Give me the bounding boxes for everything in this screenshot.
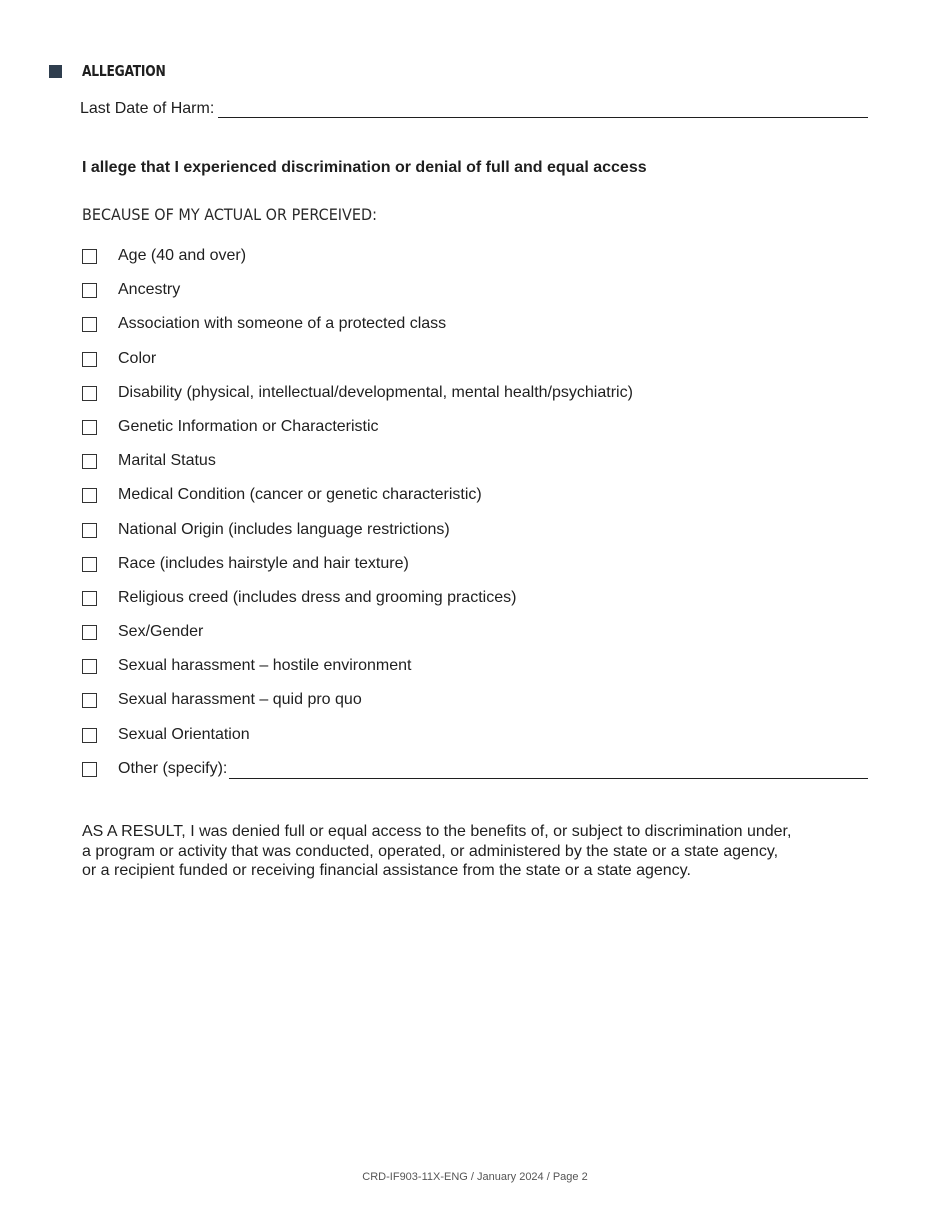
checkbox[interactable]: [82, 728, 97, 743]
option-medical-condition[interactable]: [82, 485, 868, 519]
result-paragraph: [82, 822, 842, 881]
last-date-of-harm-field[interactable]: [218, 101, 868, 118]
option-label: Age (40 and over): [118, 247, 247, 264]
last-date-of-harm-row: [80, 100, 868, 118]
checkbox[interactable]: [82, 659, 97, 674]
option-religious-creed[interactable]: [82, 588, 868, 622]
option-sexual-orientation[interactable]: [82, 725, 868, 759]
result-line: AS A RESULT, I was denied full or equal access to the benefits of, or subject to discrimination under,: [82, 823, 792, 840]
option-label: Marital Status: [118, 452, 216, 470]
option-label: Race (includes hairstyle and hair texture): [118, 554, 409, 572]
option-label: Sex/Gender: [118, 623, 204, 641]
page-footer: CRD-IF903-11X-ENG / January 2024 / Page 2: [362, 1171, 588, 1183]
basis-checkbox-list: [82, 246, 868, 793]
checkbox[interactable]: [82, 283, 97, 298]
checkbox[interactable]: [82, 762, 97, 777]
option-sexual-harassment-quid-pro-quo[interactable]: [82, 690, 868, 724]
option-label: Religious creed (includes dress and grooming practices): [118, 588, 517, 606]
option-race[interactable]: [82, 554, 868, 588]
option-label: Sexual Orientation: [118, 725, 250, 743]
option-age[interactable]: [82, 246, 868, 280]
section-marker-icon: [49, 65, 62, 78]
because-heading: BECAUSE OF MY ACTUAL OR PERCEIVED:: [82, 205, 377, 224]
option-label: Association with someone of a protected class: [118, 315, 447, 333]
option-genetic-information[interactable]: [82, 417, 868, 451]
option-label: Sexual harassment – hostile environment: [118, 657, 412, 675]
option-marital-status[interactable]: [82, 451, 868, 485]
option-label: Sexual harassment – quid pro quo: [118, 691, 362, 709]
last-date-of-harm-label: Last Date of Harm:: [80, 100, 215, 117]
option-label: Other (specify):: [118, 759, 228, 777]
option-label: Genetic Information or Characteristic: [118, 417, 379, 435]
option-label: Medical Condition (cancer or genetic characteristic): [118, 486, 482, 504]
checkbox[interactable]: [82, 488, 97, 503]
checkbox[interactable]: [82, 523, 97, 538]
option-other[interactable]: [82, 759, 868, 793]
option-label: Disability (physical, intellectual/developmental, mental health/psychiatric): [118, 383, 633, 401]
section-header: [49, 62, 184, 80]
checkbox[interactable]: [82, 420, 97, 435]
result-line: or a recipient funded or receiving financial assistance from the state or a state agency.: [82, 862, 691, 879]
checkbox[interactable]: [82, 352, 97, 367]
option-disability[interactable]: [82, 383, 868, 417]
option-label: National Origin (includes language restrictions): [118, 520, 450, 538]
allegation-statement: I allege that I experienced discrimination or denial of full and equal access: [82, 159, 647, 176]
option-sex-gender[interactable]: [82, 622, 868, 656]
option-label: Color: [118, 349, 157, 367]
checkbox[interactable]: [82, 454, 97, 469]
section-title: ALLEGATION: [82, 62, 166, 80]
option-national-origin[interactable]: [82, 520, 868, 554]
checkbox[interactable]: [82, 249, 97, 264]
checkbox[interactable]: [82, 591, 97, 606]
checkbox[interactable]: [82, 625, 97, 640]
checkbox[interactable]: [82, 557, 97, 572]
option-ancestry[interactable]: [82, 280, 868, 314]
option-association[interactable]: [82, 314, 868, 348]
checkbox[interactable]: [82, 386, 97, 401]
option-sexual-harassment-hostile[interactable]: [82, 656, 868, 690]
option-color[interactable]: [82, 349, 868, 383]
checkbox[interactable]: [82, 317, 97, 332]
other-specify-field[interactable]: [229, 759, 868, 779]
checkbox[interactable]: [82, 693, 97, 708]
result-line: a program or activity that was conducted, operated, or administered by the state or a state agency,: [82, 842, 779, 860]
option-label: Ancestry: [118, 281, 181, 299]
